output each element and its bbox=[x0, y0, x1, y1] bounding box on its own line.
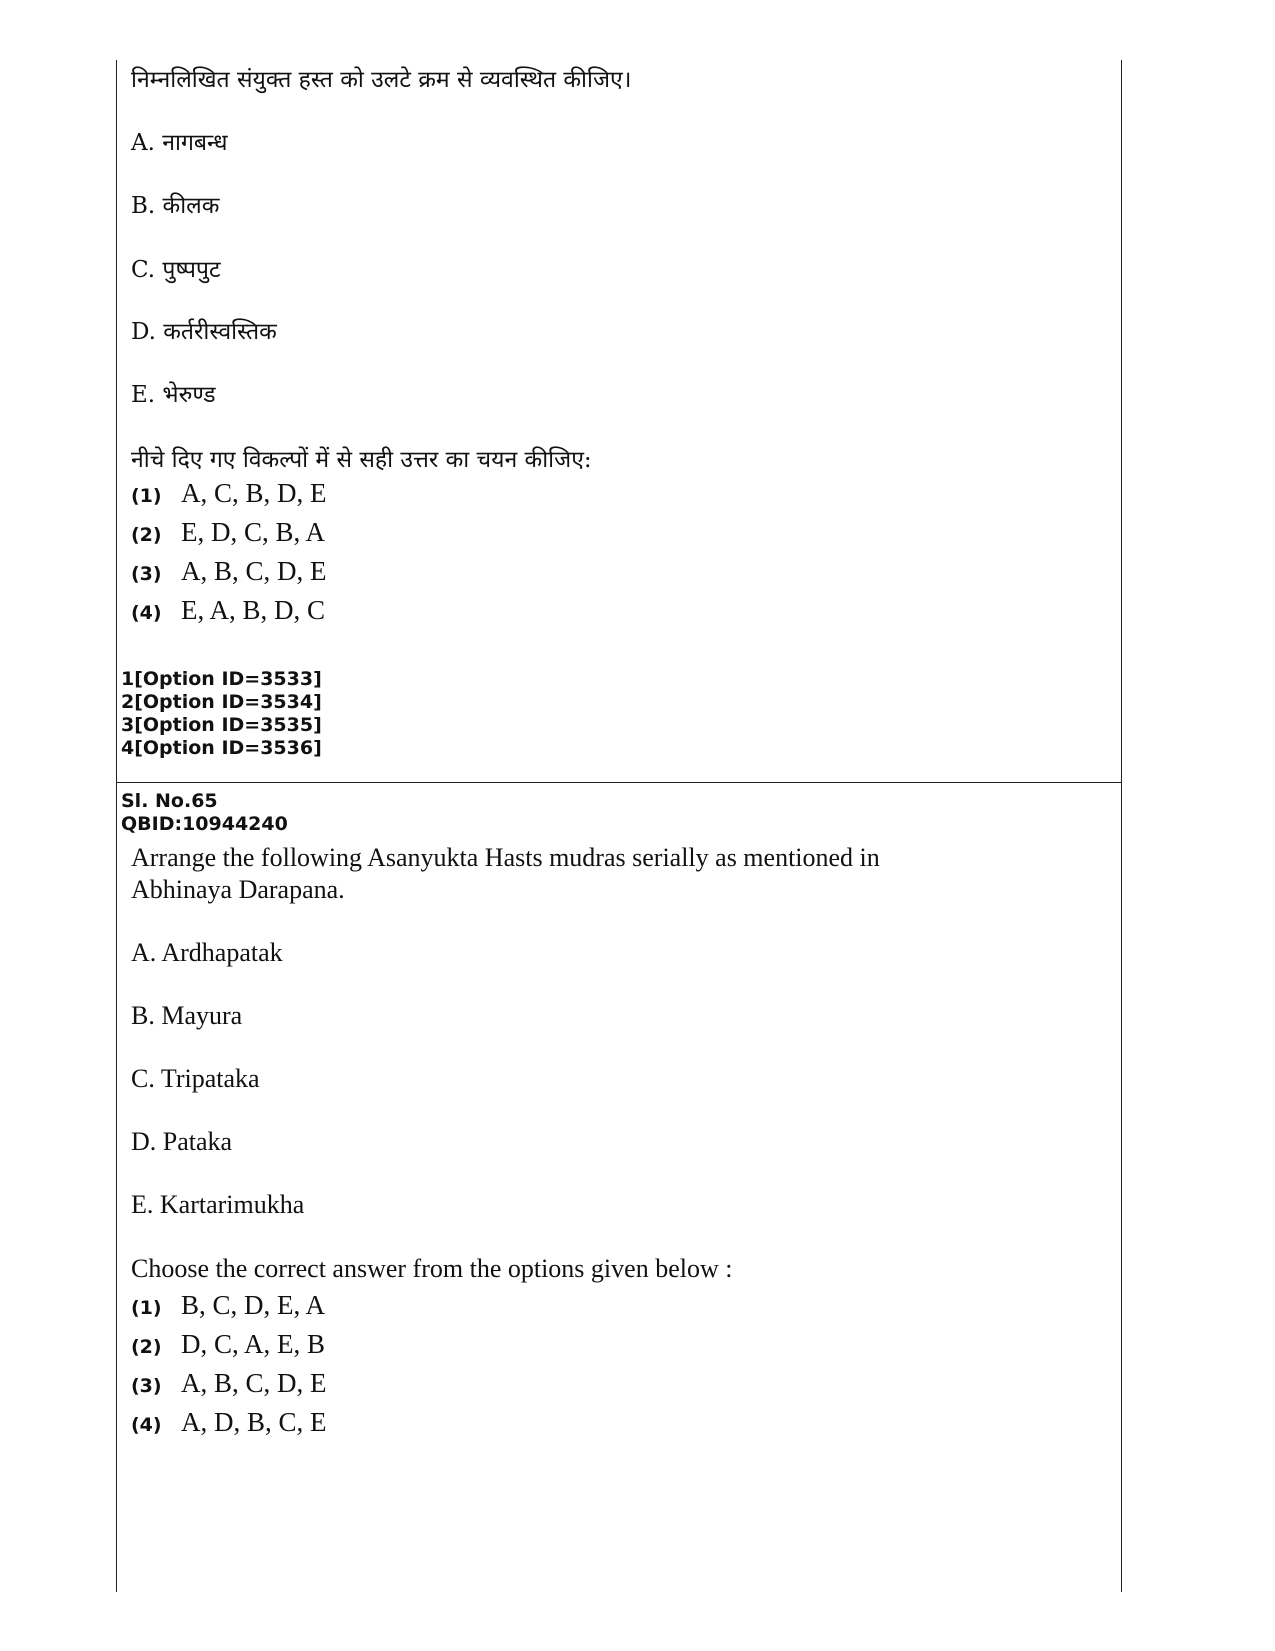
q1-item-d: D. कर्तरीस्वस्तिक bbox=[131, 319, 277, 345]
q2-answer-option bbox=[131, 1368, 327, 1399]
q1-item-b: B. कीलक bbox=[131, 193, 220, 219]
q1-answer-option bbox=[131, 517, 325, 548]
qbid: QBID:10944240 bbox=[121, 813, 288, 835]
serial-number: Sl. No.65 bbox=[121, 790, 218, 812]
question-frame bbox=[116, 60, 1122, 1592]
q1-option-ids bbox=[121, 668, 322, 760]
q2-stem-line: Abhinaya Darapana. bbox=[131, 875, 345, 904]
q2-item-a: A. Ardhapatak bbox=[131, 938, 283, 967]
q2-answer-number: (1) bbox=[131, 1297, 162, 1319]
q1-item-e: E. भेरुण्ड bbox=[131, 382, 216, 408]
q2-answer-number: (2) bbox=[131, 1336, 162, 1358]
q1-answer-number: (2) bbox=[131, 524, 162, 546]
q1-answer-option bbox=[131, 595, 325, 626]
q1-answer-number: (3) bbox=[131, 563, 162, 585]
option-id-line: 4[Option ID=3536] bbox=[121, 737, 322, 759]
q2-stem bbox=[131, 842, 880, 906]
q2-answer-number: (3) bbox=[131, 1375, 162, 1397]
question-divider bbox=[117, 782, 1121, 783]
q2-item-d: D. Pataka bbox=[131, 1127, 233, 1156]
q2-answer-text: A, D, B, C, E bbox=[181, 1407, 327, 1437]
option-id-line: 2[Option ID=3534] bbox=[121, 691, 322, 713]
q1-answer-option bbox=[131, 556, 327, 587]
q1-answer-text: E, A, B, D, C bbox=[181, 595, 326, 625]
q1-answer-text: E, D, C, B, A bbox=[181, 517, 326, 547]
q2-stem-line: Arrange the following Asanyukta Hasts mudras serially as mentioned in bbox=[131, 843, 880, 872]
q2-answer-text: B, C, D, E, A bbox=[181, 1290, 326, 1320]
q1-answer-number: (1) bbox=[131, 485, 162, 507]
q1-answer-number: (4) bbox=[131, 602, 162, 624]
q2-answer-option bbox=[131, 1290, 325, 1321]
q1-instruction: नीचे दिए गए विकल्पों में से सही उत्तर का चयन कीजिए: bbox=[131, 447, 592, 473]
option-id-line: 1[Option ID=3533] bbox=[121, 668, 322, 690]
q2-answer-text: A, B, C, D, E bbox=[181, 1368, 327, 1398]
q2-header bbox=[121, 790, 288, 836]
q1-item-c: C. पुष्पपुट bbox=[131, 257, 221, 283]
q2-answer-number: (4) bbox=[131, 1414, 162, 1436]
q2-item-b: B. Mayura bbox=[131, 1001, 243, 1030]
q2-answer-option bbox=[131, 1407, 327, 1438]
option-id-line: 3[Option ID=3535] bbox=[121, 714, 322, 736]
q2-answer-option bbox=[131, 1329, 325, 1360]
q1-answer-text: A, B, C, D, E bbox=[181, 556, 327, 586]
q1-stem: निम्नलिखित संयुक्त हस्त को उलटे क्रम से व्यवस्थित कीजिए। bbox=[131, 67, 632, 93]
q2-instruction: Choose the correct answer from the options given below : bbox=[131, 1254, 733, 1283]
q2-item-c: C. Tripataka bbox=[131, 1064, 260, 1093]
q2-answer-text: D, C, A, E, B bbox=[181, 1329, 326, 1359]
q1-answer-text: A, C, B, D, E bbox=[181, 478, 327, 508]
q1-item-a: A. नागबन्ध bbox=[131, 130, 228, 156]
q2-item-e: E. Kartarimukha bbox=[131, 1190, 305, 1219]
q1-answer-option bbox=[131, 478, 327, 509]
